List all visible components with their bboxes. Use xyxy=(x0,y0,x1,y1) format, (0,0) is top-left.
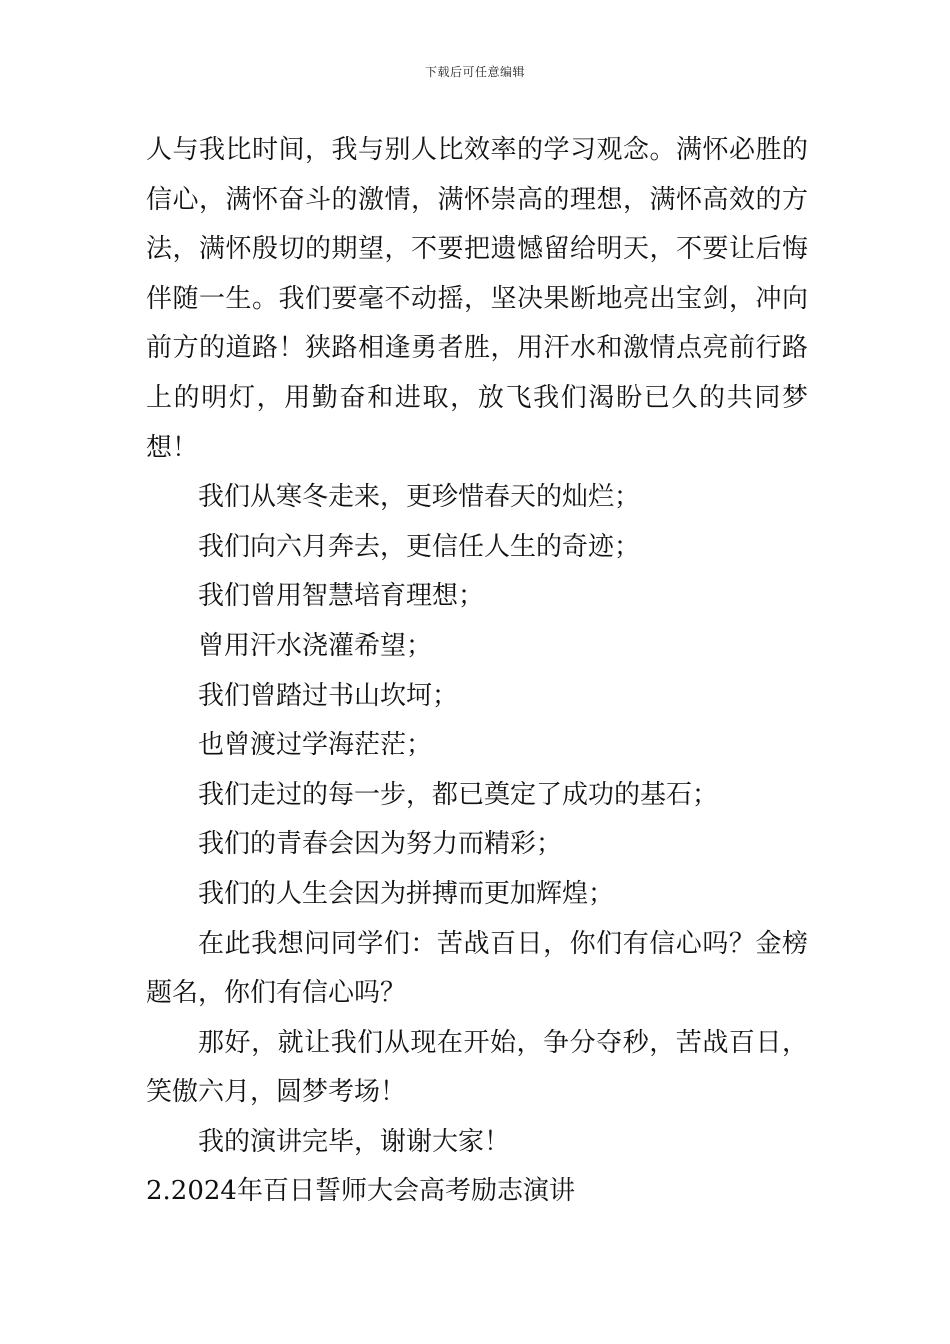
paragraph-wisdom: 我们曾用智慧培育理想； xyxy=(198,581,485,612)
paragraph-every-step: 我们走过的每一步，都已奠定了成功的基石； xyxy=(198,779,719,810)
page-header-note: 下载后可任意编辑 xyxy=(424,65,525,79)
paragraph-june: 我们向六月奔去，更信任人生的奇迹； xyxy=(198,531,641,562)
paragraph-closing: 我的演讲完毕，谢谢大家！ xyxy=(198,1126,511,1157)
paragraph-youth: 我们的青春会因为努力而精彩； xyxy=(198,829,563,860)
paragraph-sweat: 曾用汗水浇灌希望； xyxy=(198,630,433,661)
paragraph-life: 我们的人生会因为拼搏而更加辉煌； xyxy=(198,878,615,909)
paragraph-start-now: 那好，就让我们从现在开始，争分夺秒，苦战百日，笑傲六月，圆梦考场！ xyxy=(146,1027,808,1108)
paragraph-motivation: 人与我比时间，我与别人比效率的学习观念。满怀必胜的信心，满怀奋斗的激情，满怀崇高的理想，满怀高效的方法，满怀殷切的期望，不要把遗憾留给明天，不要让后悔伴随一生。我们要毫不动摇，坚决果断地亮出宝剑，冲向前方的道路！狭路相逢勇者胜，用汗水和激情点亮前行路上的明灯，用勤奋和进取，放飞我们渴盼已久的共同梦想！ xyxy=(146,135,808,463)
section-heading: 2.2024年百日誓师大会高考励志演讲 xyxy=(146,1176,575,1207)
paragraph-question: 在此我想问同学们：苦战百日，你们有信心吗？金榜题名，你们有信心吗？ xyxy=(146,928,808,1009)
document-body xyxy=(146,126,808,1217)
paragraph-winter: 我们从寒冬走来，更珍惜春天的灿烂； xyxy=(198,482,641,513)
paragraph-learning-sea: 也曾渡过学海茫茫； xyxy=(198,730,433,761)
paragraph-book-mountain: 我们曾踏过书山坎坷； xyxy=(198,680,459,711)
